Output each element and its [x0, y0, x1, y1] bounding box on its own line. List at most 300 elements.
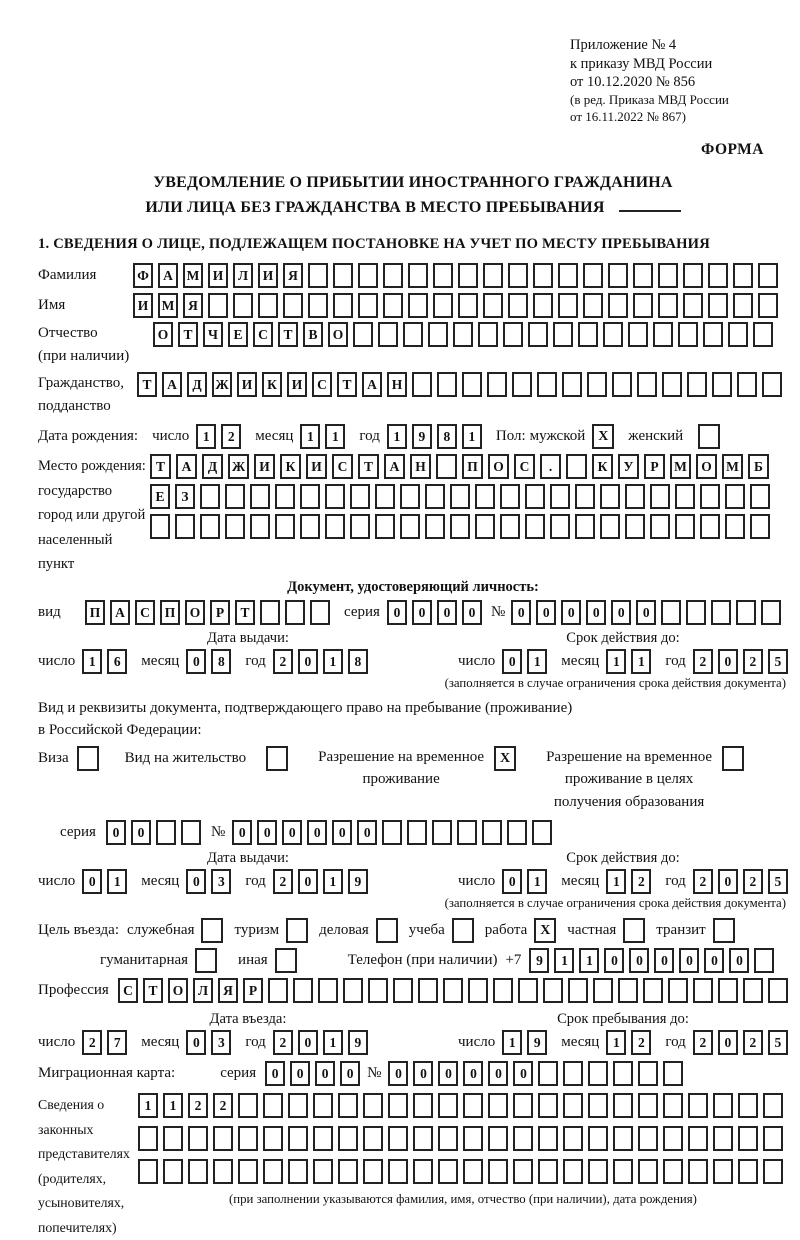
char-cell[interactable]: Т — [137, 372, 157, 397]
char-cell[interactable] — [588, 1159, 608, 1184]
char-cell[interactable] — [285, 600, 305, 625]
char-cell[interactable] — [250, 484, 270, 509]
char-cell[interactable]: 0 — [332, 820, 352, 845]
char-cell[interactable] — [653, 322, 673, 347]
char-cell[interactable] — [525, 484, 545, 509]
char-cell[interactable]: Т — [358, 454, 379, 479]
char-cell[interactable]: 1 — [579, 948, 599, 973]
char-cell[interactable] — [225, 484, 245, 509]
char-cell[interactable] — [703, 322, 723, 347]
char-cell[interactable]: 1 — [554, 948, 574, 973]
char-cell[interactable] — [725, 514, 745, 539]
char-cell[interactable]: 1 — [325, 424, 345, 449]
char-cell[interactable] — [463, 1159, 483, 1184]
char-cell[interactable] — [358, 293, 378, 318]
char-cell[interactable] — [533, 263, 553, 288]
char-cell[interactable] — [700, 484, 720, 509]
char-cell[interactable]: 2 — [82, 1030, 102, 1055]
char-cell[interactable]: Р — [644, 454, 665, 479]
char-cell[interactable] — [538, 1159, 558, 1184]
char-cell[interactable] — [413, 1126, 433, 1151]
char-cell[interactable]: 0 — [413, 1061, 433, 1086]
char-cell[interactable] — [378, 322, 398, 347]
char-cell[interactable] — [600, 514, 620, 539]
char-cell[interactable]: 0 — [257, 820, 277, 845]
char-cell[interactable]: 9 — [529, 948, 549, 973]
char-cell[interactable] — [408, 263, 428, 288]
char-cell[interactable] — [436, 454, 457, 479]
char-cell[interactable]: М — [670, 454, 691, 479]
char-cell[interactable] — [375, 514, 395, 539]
char-cell[interactable] — [768, 978, 788, 1003]
char-cell[interactable] — [661, 600, 681, 625]
char-cell[interactable] — [528, 322, 548, 347]
char-cell[interactable]: Д — [187, 372, 207, 397]
char-cell[interactable]: 0 — [586, 600, 606, 625]
char-cell[interactable] — [618, 978, 638, 1003]
char-cell[interactable] — [638, 1126, 658, 1151]
char-cell[interactable] — [213, 1159, 233, 1184]
char-cell[interactable]: 2 — [188, 1093, 208, 1118]
char-cell[interactable]: 1 — [107, 869, 127, 894]
char-cell[interactable]: 0 — [265, 1061, 285, 1086]
char-cell[interactable] — [578, 322, 598, 347]
char-cell[interactable]: 0 — [438, 1061, 458, 1086]
purpose-study-checkbox[interactable] — [452, 918, 474, 943]
char-cell[interactable] — [608, 263, 628, 288]
char-cell[interactable] — [628, 322, 648, 347]
char-cell[interactable] — [700, 514, 720, 539]
char-cell[interactable]: 2 — [693, 649, 713, 674]
char-cell[interactable]: 0 — [636, 600, 656, 625]
char-cell[interactable]: Я — [283, 263, 303, 288]
char-cell[interactable]: Б — [748, 454, 769, 479]
char-cell[interactable]: 0 — [282, 820, 302, 845]
char-cell[interactable] — [225, 514, 245, 539]
char-cell[interactable]: О — [153, 322, 173, 347]
char-cell[interactable] — [503, 322, 523, 347]
char-cell[interactable]: 8 — [437, 424, 457, 449]
char-cell[interactable] — [538, 1061, 558, 1086]
char-cell[interactable] — [733, 293, 753, 318]
char-cell[interactable]: С — [514, 454, 535, 479]
char-cell[interactable]: 0 — [357, 820, 377, 845]
char-cell[interactable]: 0 — [629, 948, 649, 973]
char-cell[interactable]: 0 — [340, 1061, 360, 1086]
char-cell[interactable]: 1 — [323, 869, 343, 894]
char-cell[interactable]: 0 — [232, 820, 252, 845]
char-cell[interactable] — [563, 1093, 583, 1118]
char-cell[interactable] — [743, 978, 763, 1003]
char-cell[interactable] — [637, 372, 657, 397]
char-cell[interactable] — [438, 1093, 458, 1118]
char-cell[interactable]: 0 — [307, 820, 327, 845]
char-cell[interactable]: 0 — [186, 1030, 206, 1055]
char-cell[interactable] — [363, 1093, 383, 1118]
char-cell[interactable] — [763, 1093, 783, 1118]
char-cell[interactable]: М — [722, 454, 743, 479]
char-cell[interactable]: С — [118, 978, 138, 1003]
char-cell[interactable] — [558, 263, 578, 288]
char-cell[interactable]: Л — [233, 263, 253, 288]
char-cell[interactable] — [412, 372, 432, 397]
char-cell[interactable]: М — [183, 263, 203, 288]
char-cell[interactable]: Т — [143, 978, 163, 1003]
char-cell[interactable] — [250, 514, 270, 539]
char-cell[interactable] — [488, 1126, 508, 1151]
char-cell[interactable] — [507, 820, 527, 845]
char-cell[interactable] — [150, 514, 170, 539]
char-cell[interactable] — [668, 978, 688, 1003]
char-cell[interactable]: 0 — [718, 869, 738, 894]
char-cell[interactable] — [413, 1093, 433, 1118]
char-cell[interactable]: 0 — [82, 869, 102, 894]
char-cell[interactable] — [686, 600, 706, 625]
char-cell[interactable]: С — [332, 454, 353, 479]
char-cell[interactable] — [263, 1093, 283, 1118]
char-cell[interactable]: 0 — [387, 600, 407, 625]
char-cell[interactable] — [763, 1126, 783, 1151]
char-cell[interactable]: 0 — [704, 948, 724, 973]
char-cell[interactable] — [407, 820, 427, 845]
char-cell[interactable]: Я — [183, 293, 203, 318]
char-cell[interactable] — [562, 372, 582, 397]
char-cell[interactable] — [288, 1093, 308, 1118]
char-cell[interactable] — [238, 1159, 258, 1184]
char-cell[interactable]: 0 — [290, 1061, 310, 1086]
char-cell[interactable] — [363, 1159, 383, 1184]
char-cell[interactable]: 0 — [298, 869, 318, 894]
char-cell[interactable] — [688, 1159, 708, 1184]
char-cell[interactable] — [313, 1126, 333, 1151]
char-cell[interactable] — [553, 322, 573, 347]
char-cell[interactable] — [663, 1061, 683, 1086]
char-cell[interactable]: 0 — [388, 1061, 408, 1086]
char-cell[interactable] — [563, 1159, 583, 1184]
char-cell[interactable] — [333, 293, 353, 318]
char-cell[interactable]: 0 — [536, 600, 556, 625]
char-cell[interactable] — [687, 372, 707, 397]
char-cell[interactable]: К — [592, 454, 613, 479]
char-cell[interactable] — [260, 600, 280, 625]
char-cell[interactable] — [718, 978, 738, 1003]
char-cell[interactable]: 9 — [348, 869, 368, 894]
char-cell[interactable] — [425, 484, 445, 509]
char-cell[interactable] — [358, 263, 378, 288]
temp-residence-education-checkbox[interactable] — [722, 746, 744, 771]
char-cell[interactable] — [400, 484, 420, 509]
char-cell[interactable]: 8 — [211, 649, 231, 674]
char-cell[interactable] — [457, 820, 477, 845]
char-cell[interactable] — [333, 263, 353, 288]
char-cell[interactable]: 6 — [107, 649, 127, 674]
char-cell[interactable] — [658, 263, 678, 288]
char-cell[interactable] — [383, 293, 403, 318]
char-cell[interactable] — [688, 1126, 708, 1151]
char-cell[interactable]: 0 — [561, 600, 581, 625]
char-cell[interactable]: Ч — [203, 322, 223, 347]
char-cell[interactable] — [683, 263, 703, 288]
char-cell[interactable]: Т — [150, 454, 171, 479]
char-cell[interactable] — [400, 514, 420, 539]
purpose-official-checkbox[interactable] — [201, 918, 223, 943]
char-cell[interactable] — [613, 1093, 633, 1118]
char-cell[interactable]: 0 — [463, 1061, 483, 1086]
char-cell[interactable] — [393, 978, 413, 1003]
char-cell[interactable] — [512, 372, 532, 397]
char-cell[interactable] — [633, 293, 653, 318]
char-cell[interactable] — [575, 514, 595, 539]
char-cell[interactable]: И — [287, 372, 307, 397]
char-cell[interactable] — [658, 293, 678, 318]
char-cell[interactable] — [458, 293, 478, 318]
char-cell[interactable] — [308, 263, 328, 288]
char-cell[interactable]: 2 — [273, 869, 293, 894]
char-cell[interactable] — [413, 1159, 433, 1184]
char-cell[interactable]: 9 — [527, 1030, 547, 1055]
char-cell[interactable] — [733, 263, 753, 288]
char-cell[interactable] — [283, 293, 303, 318]
char-cell[interactable] — [758, 263, 778, 288]
char-cell[interactable]: Т — [337, 372, 357, 397]
char-cell[interactable]: Е — [150, 484, 170, 509]
char-cell[interactable] — [693, 978, 713, 1003]
char-cell[interactable] — [200, 514, 220, 539]
char-cell[interactable] — [308, 293, 328, 318]
char-cell[interactable] — [488, 1159, 508, 1184]
char-cell[interactable]: Ж — [212, 372, 232, 397]
char-cell[interactable]: Н — [410, 454, 431, 479]
char-cell[interactable] — [488, 1093, 508, 1118]
char-cell[interactable] — [638, 1061, 658, 1086]
char-cell[interactable] — [438, 1159, 458, 1184]
char-cell[interactable] — [275, 514, 295, 539]
char-cell[interactable]: 0 — [131, 820, 151, 845]
char-cell[interactable]: 9 — [348, 1030, 368, 1055]
visa-checkbox[interactable] — [77, 746, 99, 771]
char-cell[interactable]: 0 — [437, 600, 457, 625]
char-cell[interactable] — [513, 1126, 533, 1151]
char-cell[interactable] — [487, 372, 507, 397]
char-cell[interactable] — [758, 293, 778, 318]
char-cell[interactable] — [566, 454, 587, 479]
char-cell[interactable] — [433, 263, 453, 288]
char-cell[interactable]: 2 — [221, 424, 241, 449]
char-cell[interactable] — [463, 1093, 483, 1118]
char-cell[interactable] — [437, 372, 457, 397]
char-cell[interactable]: 1 — [82, 649, 102, 674]
char-cell[interactable]: 0 — [718, 1030, 738, 1055]
sex-female-checkbox[interactable] — [698, 424, 720, 449]
char-cell[interactable] — [462, 372, 482, 397]
char-cell[interactable] — [736, 600, 756, 625]
char-cell[interactable] — [588, 1126, 608, 1151]
char-cell[interactable]: 0 — [679, 948, 699, 973]
char-cell[interactable]: 5 — [768, 1030, 788, 1055]
char-cell[interactable]: 0 — [511, 600, 531, 625]
char-cell[interactable]: А — [384, 454, 405, 479]
char-cell[interactable] — [408, 293, 428, 318]
char-cell[interactable] — [563, 1061, 583, 1086]
char-cell[interactable] — [388, 1159, 408, 1184]
purpose-business-checkbox[interactable] — [376, 918, 398, 943]
char-cell[interactable] — [438, 1126, 458, 1151]
char-cell[interactable] — [583, 293, 603, 318]
char-cell[interactable] — [533, 293, 553, 318]
char-cell[interactable] — [675, 484, 695, 509]
temp-residence-checkbox[interactable]: X — [494, 746, 516, 771]
char-cell[interactable] — [478, 322, 498, 347]
char-cell[interactable]: 2 — [743, 1030, 763, 1055]
char-cell[interactable]: А — [176, 454, 197, 479]
char-cell[interactable] — [383, 263, 403, 288]
char-cell[interactable] — [613, 1159, 633, 1184]
char-cell[interactable] — [675, 514, 695, 539]
char-cell[interactable]: 2 — [631, 869, 651, 894]
char-cell[interactable]: О — [328, 322, 348, 347]
char-cell[interactable]: Ж — [228, 454, 249, 479]
char-cell[interactable]: Е — [228, 322, 248, 347]
purpose-private-checkbox[interactable] — [623, 918, 645, 943]
char-cell[interactable] — [310, 600, 330, 625]
char-cell[interactable] — [482, 820, 502, 845]
char-cell[interactable] — [738, 1126, 758, 1151]
char-cell[interactable] — [468, 978, 488, 1003]
purpose-transit-checkbox[interactable] — [713, 918, 735, 943]
char-cell[interactable] — [500, 514, 520, 539]
char-cell[interactable]: 0 — [654, 948, 674, 973]
char-cell[interactable] — [425, 514, 445, 539]
char-cell[interactable] — [543, 978, 563, 1003]
char-cell[interactable]: 0 — [488, 1061, 508, 1086]
char-cell[interactable]: П — [160, 600, 180, 625]
char-cell[interactable] — [537, 372, 557, 397]
char-cell[interactable]: 1 — [300, 424, 320, 449]
char-cell[interactable]: О — [696, 454, 717, 479]
char-cell[interactable]: 0 — [502, 869, 522, 894]
char-cell[interactable]: 8 — [348, 649, 368, 674]
char-cell[interactable]: 0 — [513, 1061, 533, 1086]
char-cell[interactable] — [738, 1093, 758, 1118]
char-cell[interactable] — [313, 1159, 333, 1184]
char-cell[interactable] — [532, 820, 552, 845]
char-cell[interactable] — [750, 484, 770, 509]
char-cell[interactable] — [600, 484, 620, 509]
char-cell[interactable]: 1 — [527, 869, 547, 894]
char-cell[interactable]: 0 — [718, 649, 738, 674]
char-cell[interactable]: 1 — [606, 869, 626, 894]
char-cell[interactable]: 2 — [743, 869, 763, 894]
char-cell[interactable] — [713, 1093, 733, 1118]
char-cell[interactable] — [156, 820, 176, 845]
char-cell[interactable]: И — [306, 454, 327, 479]
char-cell[interactable]: 1 — [387, 424, 407, 449]
char-cell[interactable] — [568, 978, 588, 1003]
char-cell[interactable]: 0 — [298, 1030, 318, 1055]
char-cell[interactable] — [175, 514, 195, 539]
char-cell[interactable]: 0 — [298, 649, 318, 674]
char-cell[interactable]: И — [208, 263, 228, 288]
char-cell[interactable]: Я — [218, 978, 238, 1003]
char-cell[interactable] — [725, 484, 745, 509]
char-cell[interactable] — [583, 263, 603, 288]
char-cell[interactable] — [763, 1159, 783, 1184]
char-cell[interactable] — [662, 372, 682, 397]
char-cell[interactable] — [453, 322, 473, 347]
char-cell[interactable] — [663, 1126, 683, 1151]
char-cell[interactable] — [338, 1159, 358, 1184]
char-cell[interactable] — [368, 978, 388, 1003]
char-cell[interactable]: 2 — [273, 1030, 293, 1055]
char-cell[interactable] — [200, 484, 220, 509]
char-cell[interactable]: С — [135, 600, 155, 625]
char-cell[interactable]: Т — [178, 322, 198, 347]
char-cell[interactable] — [258, 293, 278, 318]
char-cell[interactable] — [575, 484, 595, 509]
char-cell[interactable] — [737, 372, 757, 397]
char-cell[interactable] — [525, 514, 545, 539]
char-cell[interactable]: З — [175, 484, 195, 509]
char-cell[interactable] — [288, 1126, 308, 1151]
char-cell[interactable]: И — [237, 372, 257, 397]
char-cell[interactable]: 5 — [768, 649, 788, 674]
char-cell[interactable]: 5 — [768, 869, 788, 894]
char-cell[interactable] — [343, 978, 363, 1003]
char-cell[interactable] — [608, 293, 628, 318]
char-cell[interactable] — [650, 514, 670, 539]
char-cell[interactable] — [633, 263, 653, 288]
char-cell[interactable] — [663, 1093, 683, 1118]
char-cell[interactable] — [325, 484, 345, 509]
char-cell[interactable] — [403, 322, 423, 347]
char-cell[interactable] — [375, 484, 395, 509]
char-cell[interactable]: 0 — [611, 600, 631, 625]
char-cell[interactable]: 1 — [323, 649, 343, 674]
char-cell[interactable]: 1 — [462, 424, 482, 449]
char-cell[interactable] — [587, 372, 607, 397]
purpose-humanitarian-checkbox[interactable] — [195, 948, 217, 973]
char-cell[interactable] — [518, 978, 538, 1003]
char-cell[interactable] — [350, 484, 370, 509]
char-cell[interactable] — [625, 484, 645, 509]
char-cell[interactable]: 0 — [462, 600, 482, 625]
char-cell[interactable] — [432, 820, 452, 845]
char-cell[interactable]: 1 — [138, 1093, 158, 1118]
char-cell[interactable] — [711, 600, 731, 625]
char-cell[interactable] — [263, 1126, 283, 1151]
char-cell[interactable] — [450, 484, 470, 509]
char-cell[interactable] — [475, 514, 495, 539]
char-cell[interactable] — [603, 322, 623, 347]
char-cell[interactable]: С — [253, 322, 273, 347]
char-cell[interactable] — [538, 1126, 558, 1151]
char-cell[interactable] — [325, 514, 345, 539]
char-cell[interactable] — [588, 1061, 608, 1086]
char-cell[interactable]: У — [618, 454, 639, 479]
char-cell[interactable]: С — [312, 372, 332, 397]
char-cell[interactable]: А — [162, 372, 182, 397]
char-cell[interactable] — [761, 600, 781, 625]
char-cell[interactable]: 9 — [412, 424, 432, 449]
char-cell[interactable]: 0 — [604, 948, 624, 973]
char-cell[interactable]: 1 — [196, 424, 216, 449]
char-cell[interactable] — [708, 263, 728, 288]
char-cell[interactable]: 2 — [631, 1030, 651, 1055]
char-cell[interactable] — [458, 263, 478, 288]
char-cell[interactable] — [508, 293, 528, 318]
char-cell[interactable]: 0 — [315, 1061, 335, 1086]
char-cell[interactable]: 2 — [743, 649, 763, 674]
